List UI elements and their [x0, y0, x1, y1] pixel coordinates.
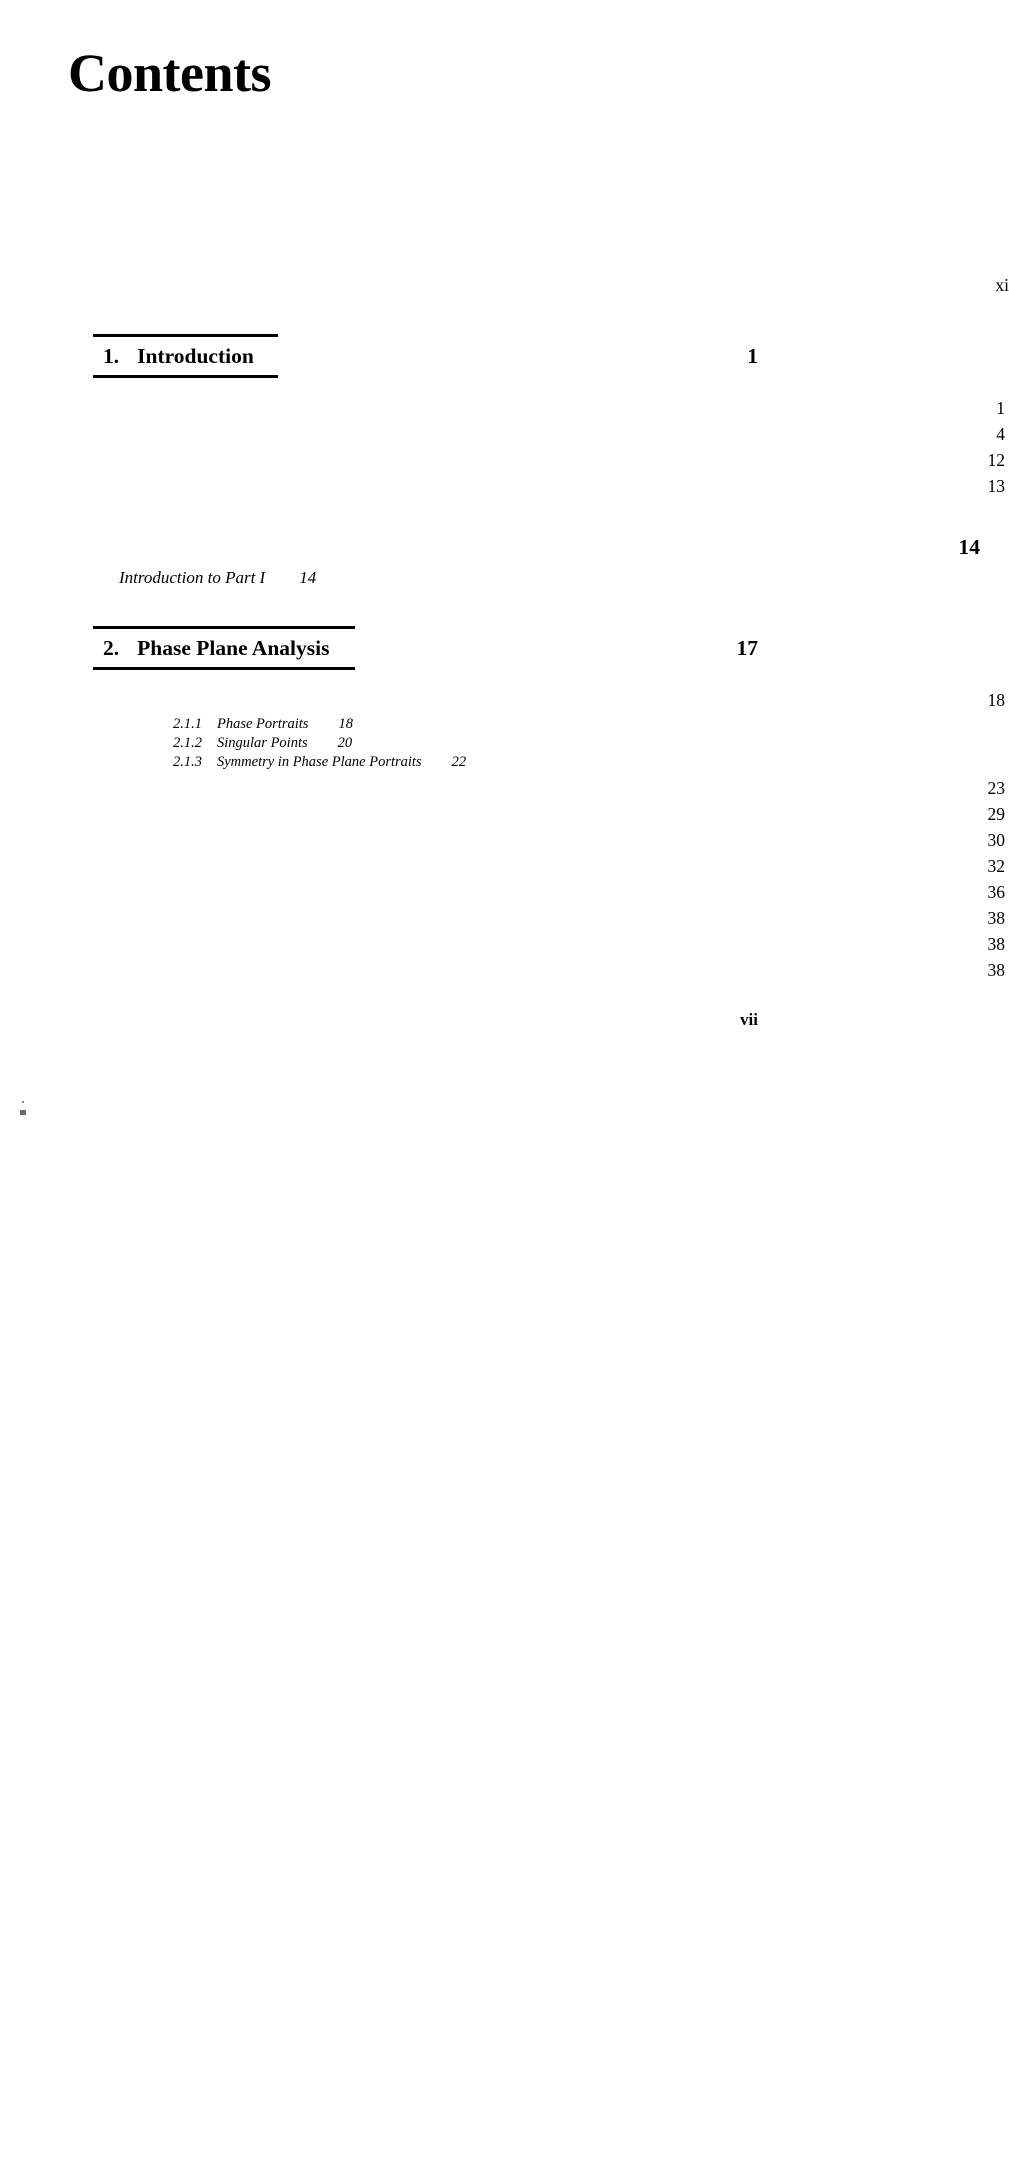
- chapter-heading-introduction[interactable]: [93, 334, 758, 378]
- part-intro-label: Introduction to Part I: [119, 568, 266, 587]
- subsection-number: 2.1.3: [173, 754, 202, 770]
- toc-entry-section[interactable]: [118, 804, 1005, 825]
- chapter-number: 2.: [103, 636, 120, 660]
- part-heading-nonlinear-systems-analysis[interactable]: [93, 535, 980, 560]
- section-page-number: 36: [118, 882, 1005, 2085]
- toc-entry-section[interactable]: [118, 934, 1005, 955]
- toc-entry-section[interactable]: [118, 830, 1005, 851]
- toc-entry-subsection[interactable]: [173, 735, 352, 752]
- chapter-rule-top: [93, 626, 355, 629]
- chapter-rule-bottom: [93, 667, 355, 670]
- section-page-number: 13: [118, 476, 1005, 1679]
- subsection-number: 2.1.1: [173, 716, 202, 732]
- part-intro-entry[interactable]: [119, 568, 316, 588]
- toc-entry-section[interactable]: [118, 690, 1005, 711]
- section-page-number: 32: [118, 856, 1005, 2059]
- subsection-page-number: 22: [451, 754, 467, 770]
- part-page-number: 14: [93, 535, 980, 1738]
- chapter-rule-top: [93, 334, 278, 337]
- chapter-number: 1.: [103, 344, 120, 368]
- toc-entry-section[interactable]: [118, 398, 1005, 419]
- toc-entry-subsection[interactable]: [173, 716, 353, 733]
- scan-artifact: [22, 1101, 24, 1103]
- page-folio: vii: [740, 1010, 758, 1029]
- toc-entry-section[interactable]: [118, 778, 1005, 799]
- subsection-title: Singular Points: [217, 735, 308, 751]
- part-intro-page-number: 14: [299, 568, 317, 587]
- preface-page-number: xi: [122, 275, 1009, 1478]
- chapter-page-number: 1: [747, 344, 758, 368]
- toc-entry-preface[interactable]: [122, 275, 1009, 296]
- toc-entry-section[interactable]: [118, 908, 1005, 929]
- section-page-number: 12: [118, 450, 1005, 1653]
- toc-entry-section[interactable]: [118, 882, 1005, 903]
- chapter-rule-bottom: [93, 375, 278, 378]
- subsection-page-number: 20: [337, 735, 353, 751]
- chapter-page-number: 17: [736, 636, 758, 660]
- toc-entry-section[interactable]: [118, 450, 1005, 471]
- section-page-number: 18: [118, 690, 1005, 1893]
- toc-entry-subsection[interactable]: [173, 754, 466, 771]
- toc-entry-section[interactable]: [118, 960, 1005, 981]
- page-title: Contents: [68, 43, 272, 103]
- chapter-title: Introduction: [137, 344, 254, 368]
- scan-artifact: [20, 1110, 26, 1115]
- subsection-title: Symmetry in Phase Plane Portraits: [217, 754, 422, 770]
- subsection-number: 2.1.2: [173, 735, 202, 751]
- chapter-heading-phase-plane-analysis[interactable]: [93, 626, 758, 670]
- section-page-number: 30: [118, 830, 1005, 2033]
- section-page-number: 38: [118, 960, 1005, 2163]
- section-page-number: 4: [118, 424, 1005, 1627]
- section-page-number: 23: [118, 778, 1005, 1981]
- toc-entry-section[interactable]: [118, 856, 1005, 877]
- section-page-number: 38: [118, 934, 1005, 2137]
- toc-entry-section[interactable]: [118, 424, 1005, 445]
- section-page-number: 29: [118, 804, 1005, 2007]
- chapter-title: Phase Plane Analysis: [137, 636, 330, 660]
- toc-entry-section[interactable]: [118, 476, 1005, 497]
- section-page-number: 1: [118, 398, 1005, 1601]
- subsection-page-number: 18: [338, 716, 353, 732]
- subsection-title: Phase Portraits: [217, 716, 309, 732]
- section-page-number: 38: [118, 908, 1005, 2111]
